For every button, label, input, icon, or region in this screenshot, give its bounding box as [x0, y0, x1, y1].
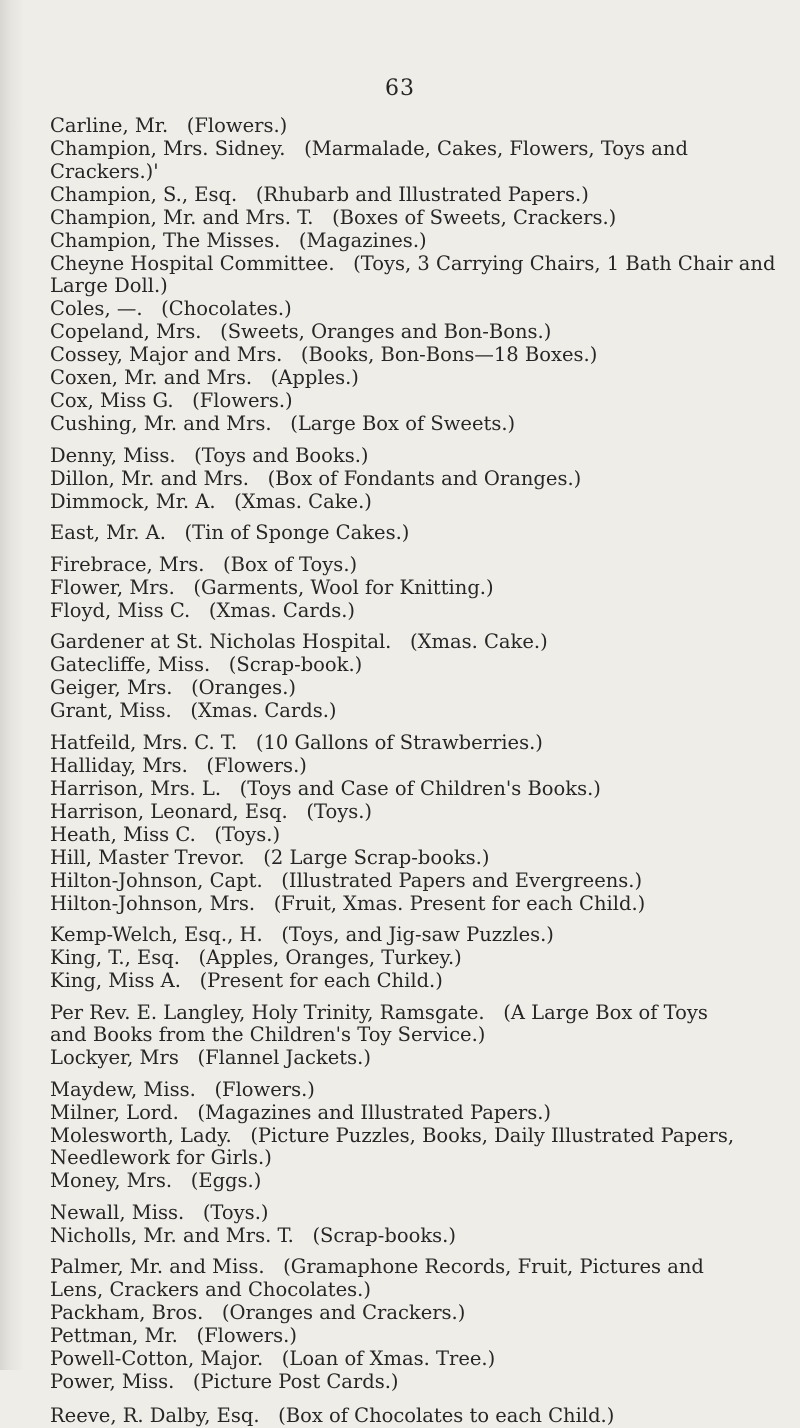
donor-name: Grant, Miss.	[50, 699, 172, 722]
donation: (Loan of Xmas. Tree.)	[281, 1346, 496, 1370]
donation: (Box of Chocolates to each Child.)	[278, 1404, 615, 1427]
list-item	[50, 600, 740, 623]
donor-name: King, T., Esq.	[50, 946, 180, 969]
donation: (Toys, 3 Carrying Chairs, 1 Bath Chair and	[353, 251, 776, 275]
donation: (Illustrated Papers and Evergreens.)	[281, 868, 643, 892]
list-item	[50, 344, 740, 367]
list-item	[50, 390, 740, 413]
list-item	[50, 778, 740, 801]
list-item	[50, 1405, 740, 1428]
list-item	[50, 115, 740, 138]
donation: (Apples.)	[270, 366, 359, 389]
donor-name: Hilton-Johnson, Mrs.	[50, 891, 256, 915]
list-item	[50, 298, 740, 321]
donor-name: Maydew, Miss.	[50, 1077, 196, 1101]
donation: (Books, Bon-Bons—18 Boxes.)	[300, 343, 598, 366]
list-item	[50, 1002, 740, 1047]
donation: (Xmas. Cake.)	[234, 489, 372, 513]
donor-name: King, Miss A.	[50, 969, 181, 992]
donation: (Tin of Sponge Cakes.)	[184, 521, 410, 544]
donor-name: Milner, Lord.	[50, 1100, 179, 1124]
donor-name: Packham, Bros.	[50, 1300, 204, 1324]
donation: (A Large Box of Toys	[503, 1000, 708, 1024]
donation: (Flowers.)	[192, 389, 293, 412]
list-item	[50, 1225, 740, 1248]
donation: (Present for each Child.)	[199, 969, 443, 992]
donation: (Picture Puzzles, Books, Daily Illustrated Papers,	[250, 1123, 735, 1147]
donation: (Gramaphone Records, Fruit, Pictures and	[283, 1255, 704, 1278]
donation: (Chocolates.)	[161, 297, 292, 320]
donor-name: Flower, Mrs.	[50, 575, 175, 599]
donation: (Xmas. Cards.)	[208, 598, 356, 622]
donor-name: Gatecliffe, Miss.	[50, 653, 211, 676]
donor-name: Cossey, Major and Mrs.	[50, 343, 283, 366]
list-item	[50, 1079, 740, 1102]
donor-name: Palmer, Mr. and Miss.	[50, 1255, 265, 1278]
list-item	[50, 413, 740, 436]
list-item	[50, 138, 740, 183]
donor-name: Champion, Mr. and Mrs. T.	[50, 205, 314, 229]
donor-name: Gardener at St. Nicholas Hospital.	[50, 630, 392, 653]
list-item	[50, 801, 740, 824]
donor-name: Geiger, Mrs.	[50, 676, 173, 699]
donor-name: Hilton-Johnson, Capt.	[50, 868, 263, 892]
donor-name: Firebrace, Mrs.	[50, 552, 205, 576]
donor-name: Molesworth, Lady.	[50, 1123, 232, 1147]
page-number: 63	[385, 76, 415, 101]
donation-continued: Needlework for Girls.)	[50, 1146, 272, 1169]
donor-name: Coxen, Mr. and Mrs.	[50, 366, 253, 389]
list-item	[50, 184, 740, 207]
donation-continued: and Books from the Children's Toy Service.)	[50, 1023, 486, 1046]
donor-name: Pettman, Mr.	[50, 1323, 178, 1347]
list-item	[50, 1325, 740, 1348]
list-item	[50, 970, 740, 993]
list-item	[50, 631, 740, 654]
donation: (Toys.)	[214, 822, 281, 846]
list-item	[50, 1125, 740, 1170]
list-item	[50, 367, 740, 390]
list-item	[50, 207, 740, 230]
donation: (Rhubarb and Illustrated Papers.)	[255, 182, 589, 206]
donor-name: Halliday, Mrs.	[50, 753, 188, 777]
donation: (Oranges and Crackers.)	[221, 1300, 466, 1324]
donor-name: Champion, Mrs. Sidney.	[50, 137, 286, 160]
list-item	[50, 251, 776, 298]
donor-name: Champion, S., Esq.	[50, 182, 238, 206]
donation: (Toys and Books.)	[194, 443, 369, 467]
donor-name: Coles, —.	[50, 297, 143, 320]
list-item	[50, 1202, 740, 1225]
donor-name: Kemp-Welch, Esq., H.	[50, 923, 263, 946]
list-item	[50, 491, 740, 514]
donation: (Scrap-book.)	[228, 653, 363, 676]
donation-continued: Large Doll.)	[50, 274, 168, 297]
donation: (Apples, Oranges, Turkey.)	[198, 946, 462, 969]
donor-name: Lockyer, Mrs	[50, 1046, 179, 1069]
donation-continued: Lens, Crackers and Chocolates.)	[50, 1277, 371, 1301]
donation: (Flowers.)	[186, 114, 288, 137]
donation: (Flowers.)	[214, 1077, 315, 1101]
donor-name: Champion, The Misses.	[50, 228, 281, 252]
donor-name: Cushing, Mr. and Mrs.	[50, 412, 272, 435]
donation: (Flowers.)	[206, 753, 307, 777]
donation: (Marmalade, Cakes, Flowers, Toys and	[304, 137, 688, 160]
list-item	[50, 321, 740, 344]
list-item	[50, 1348, 740, 1371]
list-item	[50, 1256, 740, 1301]
list-item	[50, 1102, 740, 1125]
donor-name: Newall, Miss.	[50, 1200, 185, 1224]
list-item	[50, 824, 740, 847]
list-item	[50, 677, 740, 700]
donation: (Magazines and Illustrated Papers.)	[197, 1100, 552, 1124]
list-item	[50, 893, 740, 916]
list-item	[50, 1047, 740, 1070]
donation: (2 Large Scrap-books.)	[263, 845, 490, 869]
donor-name: Hatfeild, Mrs. C. T.	[50, 730, 238, 754]
donor-name: Reeve, R. Dalby, Esq.	[50, 1404, 260, 1427]
list-item	[50, 230, 740, 253]
donor-name: Dillon, Mr. and Mrs.	[50, 466, 249, 490]
list-item	[50, 522, 740, 545]
donation: (Picture Post Cards.)	[192, 1369, 399, 1393]
donation-continued: Crackers.)'	[50, 159, 159, 183]
donation: (Toys.)	[306, 799, 373, 823]
donor-name: Powell-Cotton, Major.	[50, 1346, 264, 1370]
list-item	[50, 654, 740, 677]
list-item	[50, 1302, 740, 1325]
donation: (Xmas. Cards.)	[190, 699, 337, 722]
donation: (Eggs.)	[190, 1169, 262, 1192]
donor-name: Cox, Miss G.	[50, 389, 174, 412]
donor-name: Harrison, Mrs. L.	[50, 776, 222, 800]
donation: (Flannel Jackets.)	[197, 1046, 371, 1069]
donor-name: East, Mr. A.	[50, 521, 166, 544]
list-item	[50, 847, 740, 870]
list-item	[50, 700, 740, 723]
donor-name: Nicholls, Mr. and Mrs. T.	[50, 1223, 294, 1247]
list-item	[50, 870, 740, 893]
donation: (Box of Toys.)	[223, 552, 358, 576]
donation: (Boxes of Sweets, Crackers.)	[332, 205, 617, 229]
donation: (Magazines.)	[298, 228, 427, 252]
donation: (Xmas. Cake.)	[409, 630, 548, 653]
donor-name: Heath, Miss C.	[50, 822, 196, 846]
donation: (Scrap-books.)	[312, 1223, 456, 1247]
list-item	[50, 1371, 740, 1394]
donation: (Toys, and Jig-saw Puzzles.)	[281, 923, 554, 946]
donation: (Flowers.)	[196, 1323, 297, 1347]
list-item	[50, 445, 740, 468]
donor-name: Copeland, Mrs.	[50, 320, 202, 343]
donation: (Sweets, Oranges and Bon-Bons.)	[220, 320, 552, 343]
donor-name: Money, Mrs.	[50, 1169, 173, 1192]
donation: (Oranges.)	[191, 676, 296, 699]
donor-name: Carline, Mr.	[50, 114, 169, 137]
donation: (10 Gallons of Strawberries.)	[255, 730, 543, 754]
donor-name: Denny, Miss.	[50, 443, 176, 467]
list-item	[50, 755, 740, 778]
list-item	[50, 468, 740, 491]
donor-list	[50, 114, 776, 1428]
donor-name: Hill, Master Trevor.	[50, 845, 245, 869]
donation: (Toys.)	[202, 1200, 269, 1224]
donation: (Toys and Case of Children's Books.)	[239, 776, 601, 800]
donation: (Garments, Wool for Knitting.)	[193, 575, 494, 599]
list-item	[50, 577, 740, 600]
donor-name: Floyd, Miss C.	[50, 598, 191, 622]
donor-name: Harrison, Leonard, Esq.	[50, 799, 288, 823]
donor-name: Dimmock, Mr. A.	[50, 489, 216, 513]
donor-name: Cheyne Hospital Committee.	[50, 251, 335, 275]
donation: (Large Box of Sweets.)	[290, 412, 516, 435]
list-item	[50, 947, 740, 970]
page-binding-edge	[0, 0, 24, 1370]
donor-name: Power, Miss.	[50, 1369, 175, 1393]
list-item	[50, 554, 740, 577]
donation: (Box of Fondants and Oranges.)	[267, 466, 582, 490]
donation: (Fruit, Xmas. Present for each Child.)	[273, 891, 646, 915]
list-item	[50, 1170, 740, 1193]
donor-name: Per Rev. E. Langley, Holy Trinity, Ramsgate.	[50, 1000, 485, 1024]
list-item	[50, 732, 740, 755]
list-item	[50, 924, 740, 947]
